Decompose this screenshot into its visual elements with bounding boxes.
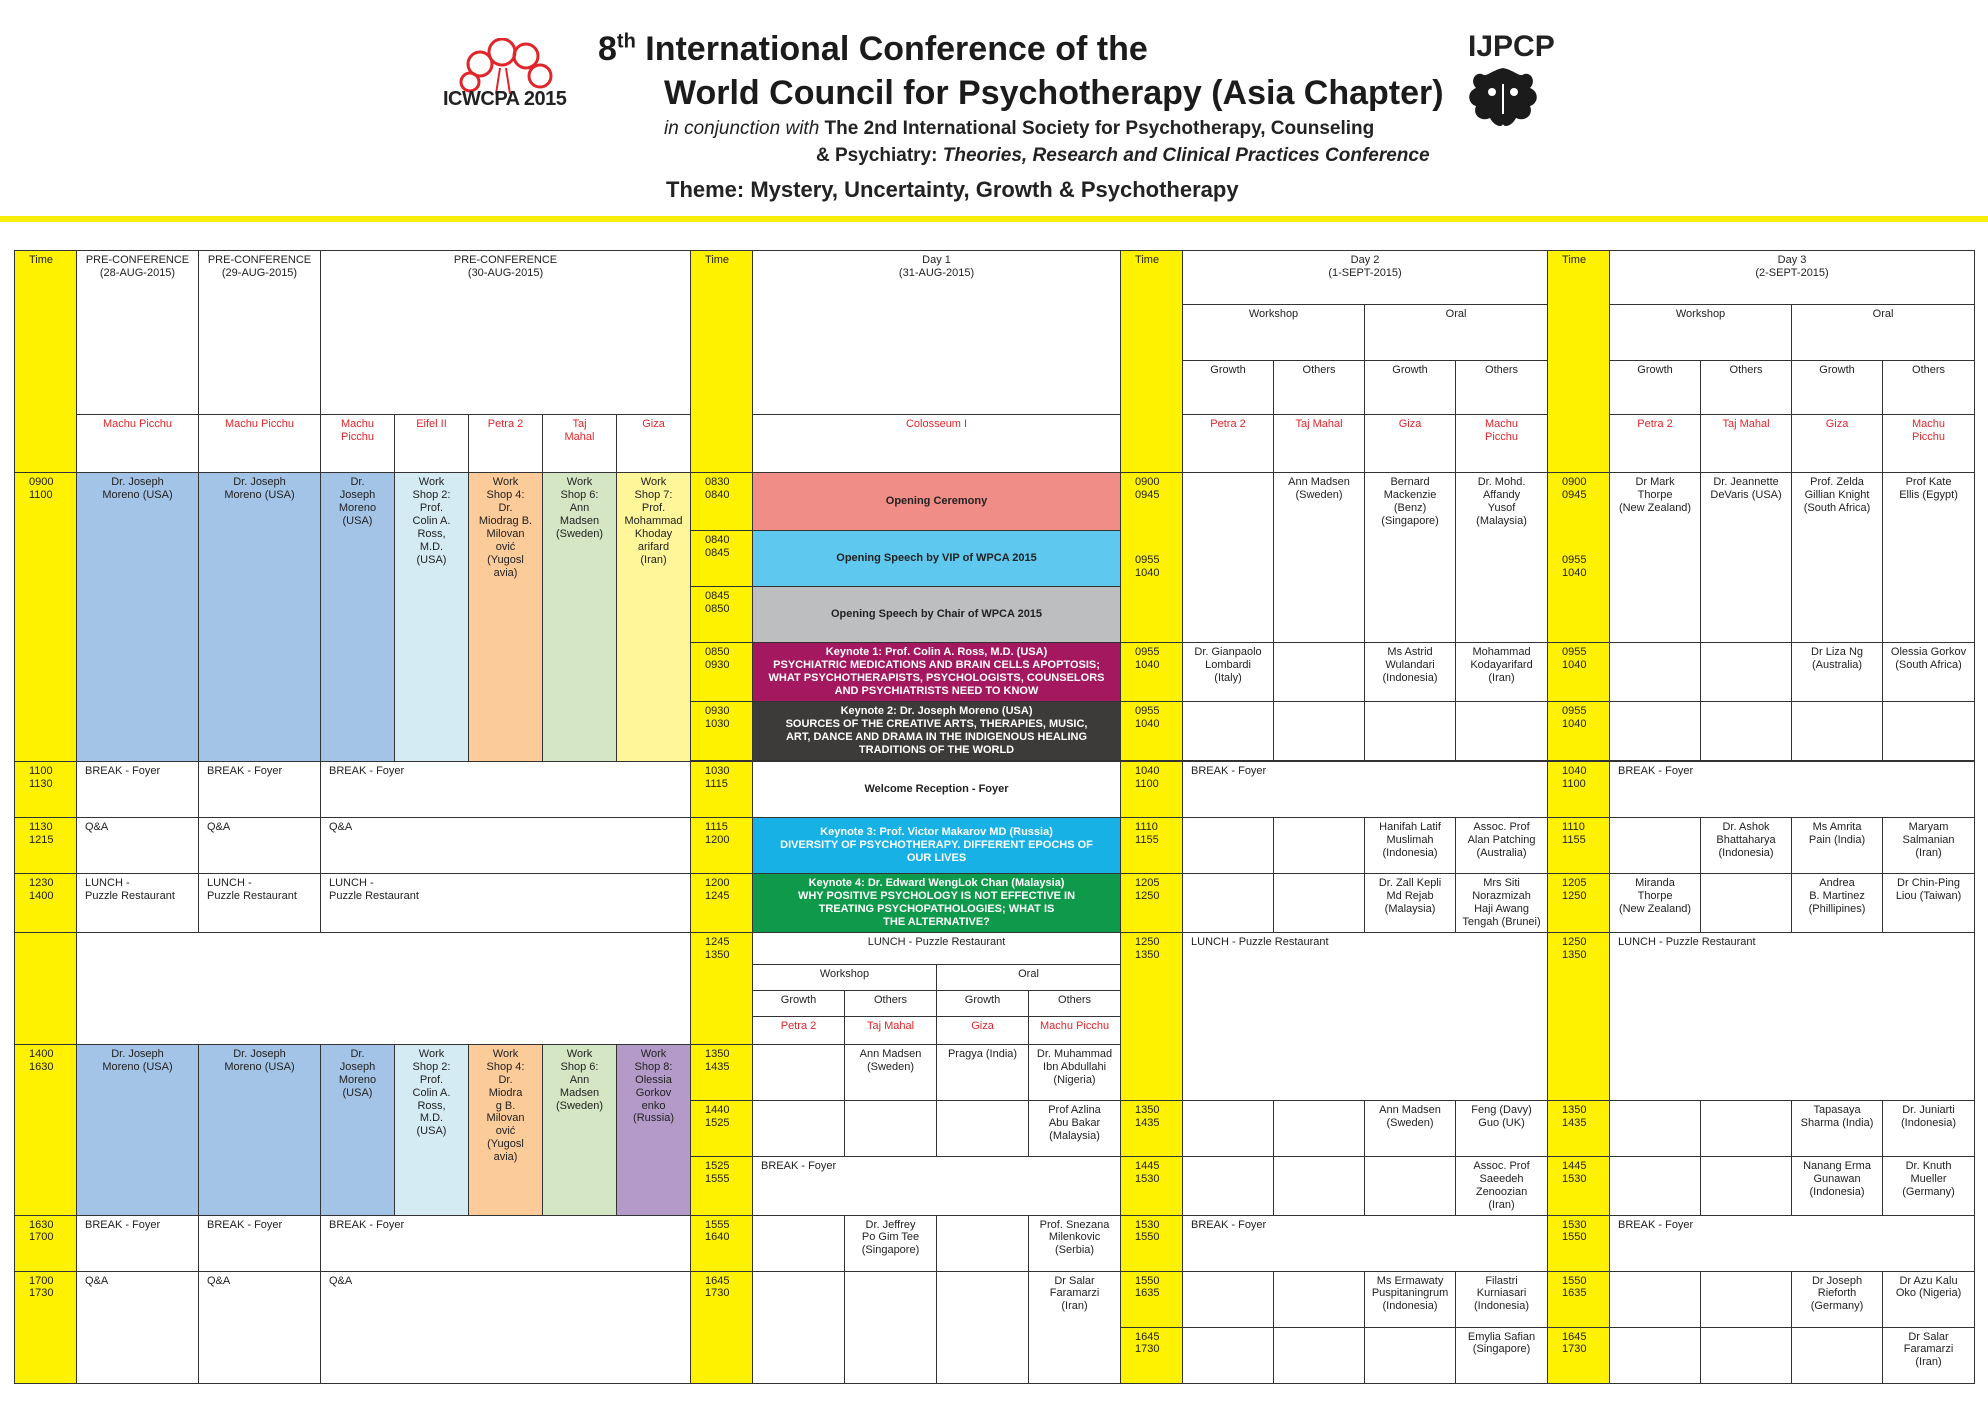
time-slot: 1645 1730 [1548, 1327, 1610, 1383]
pre-conference-29-aug-header: PRE-CONFERENCE (29-AUG-2015) [199, 251, 321, 415]
session-cell [1274, 701, 1365, 760]
ijpcp-inkblot-logo-icon [1462, 64, 1544, 130]
session-cell: Ann Madsen (Sweden) [845, 1044, 937, 1100]
room-label: Machu Picchu [77, 415, 199, 473]
room-label: Giza [1365, 415, 1456, 473]
time-slot: 0900 0945 0955 1040 [1548, 473, 1610, 643]
break-cell: BREAK - Foyer [77, 1215, 199, 1271]
time-slot: 1250 1350 [1121, 932, 1183, 1100]
room-label: Giza [1792, 415, 1883, 473]
workshop-2-cell: Work Shop 2: Prof. Colin A. Ross, M.D. (USA) [395, 473, 469, 762]
session-cell: Andrea B. Martinez (Phillipines) [1792, 873, 1883, 932]
session-cell [1701, 1271, 1792, 1327]
lunch-cell: LUNCH - Puzzle Restaurant [1610, 932, 1975, 1100]
session-cell: Dr. Joseph Moreno (USA) [321, 473, 395, 762]
break-cell: BREAK - Foyer [1183, 1215, 1548, 1271]
keynote-3: Keynote 3: Prof. Victor Makarov MD (Russia) DIVERSITY OF PSYCHOTHERAPY. DIFFERENT EPOCHS OF OUR LIVES [753, 817, 1121, 873]
session-cell: Ann Madsen (Sweden) [1365, 1100, 1456, 1156]
session-cell: Dr. Joseph Moreno (USA) [77, 1044, 199, 1215]
qa-cell: Q&A [199, 817, 321, 873]
break-cell: BREAK - Foyer [1610, 1215, 1975, 1271]
session-cell [1183, 1271, 1274, 1327]
schedule-table [14, 250, 1975, 1384]
time-slot: 1445 1530 [1121, 1156, 1183, 1215]
session-cell [1456, 701, 1548, 760]
break-cell: BREAK - Foyer [321, 761, 691, 817]
session-cell: Dr Joseph Rieforth (Germany) [1792, 1271, 1883, 1327]
session-cell [753, 1271, 845, 1383]
session-cell: Prof. Zelda Gillian Knight (South Africa) [1792, 473, 1883, 643]
workshop-2-cell: Work Shop 2: Prof. Colin A. Ross, M.D. (USA) [395, 1044, 469, 1215]
room-label: Colosseum I [753, 415, 1121, 473]
lunch-cell: LUNCH - Puzzle Restaurant [1183, 932, 1548, 1100]
time-slot: 1110 1155 [1548, 817, 1610, 873]
lunch-cell: LUNCH - Puzzle Restaurant [321, 873, 691, 932]
session-cell [1183, 701, 1274, 760]
session-cell [1183, 473, 1274, 643]
break-cell: BREAK - Foyer [753, 1156, 1121, 1215]
qa-cell: Q&A [77, 1271, 199, 1383]
day2-oral-growth: Growth [1365, 361, 1456, 415]
session-cell: Dr Azu Kalu Oko (Nigeria) [1883, 1271, 1975, 1327]
time-slot: 1040 1100 [1121, 761, 1183, 817]
session-cell [1183, 1327, 1274, 1383]
room-label: Machu Picchu [321, 415, 395, 473]
opening-speech-vip: Opening Speech by VIP of WPCA 2015 [753, 531, 1121, 587]
break-cell: BREAK - Foyer [321, 1215, 691, 1271]
session-cell: Assoc. Prof Alan Patching (Australia) [1456, 817, 1548, 873]
session-cell [1274, 1271, 1365, 1327]
day2-workshop-header: Workshop [1183, 305, 1365, 361]
session-cell [1274, 817, 1365, 873]
session-cell [753, 1100, 845, 1156]
session-cell [1183, 1156, 1274, 1215]
break-cell: BREAK - Foyer [199, 761, 321, 817]
session-cell [1701, 1100, 1792, 1156]
day1-oral-others: Others [1029, 990, 1121, 1016]
time-slot: 0955 1040 [1121, 701, 1183, 760]
session-cell [1274, 1156, 1365, 1215]
day2-oral-others: Others [1456, 361, 1548, 415]
conjunction-line2: & Psychiatry: Theories, Research and Clinical Practices Conference [816, 145, 1430, 166]
session-cell [1701, 643, 1792, 702]
session-cell [937, 1271, 1029, 1383]
time-slot: 1350 1435 [1548, 1100, 1610, 1156]
session-cell [1701, 701, 1792, 760]
time-header: Time [1548, 251, 1610, 473]
ijpcp-logo-text: IJPCP [1468, 30, 1555, 63]
session-cell: Dr. Joseph Moreno (USA) [199, 1044, 321, 1215]
day2-header: Day 2 (1-SEPT-2015) [1183, 251, 1548, 305]
workshop-8-cell: Work Shop 8: Olessia Gorkov enko (Russia) [617, 1044, 691, 1215]
qa-cell: Q&A [199, 1271, 321, 1383]
session-cell: Maryam Salmanian (Iran) [1883, 817, 1975, 873]
time-slot: 0955 1040 [1548, 701, 1610, 760]
room-label: Giza [617, 415, 691, 473]
time-slot: 0830 0840 [691, 473, 753, 531]
time-slot: 1400 1630 [15, 1044, 77, 1215]
session-cell [1701, 1156, 1792, 1215]
session-cell [1701, 1327, 1792, 1383]
room-label: Machu Picchu [1029, 1016, 1121, 1044]
session-cell [1183, 1100, 1274, 1156]
time-header: Time [1121, 251, 1183, 473]
time-slot: 1700 1730 [15, 1271, 77, 1383]
pre-conference-28-aug-header: PRE-CONFERENCE (28-AUG-2015) [77, 251, 199, 415]
time-slot: 1230 1400 [15, 873, 77, 932]
day3-workshop-others: Others [1701, 361, 1792, 415]
time-slot: 1525 1555 [691, 1156, 753, 1215]
time-slot: 1115 1200 [691, 817, 753, 873]
opening-speech-chair: Opening Speech by Chair of WPCA 2015 [753, 587, 1121, 643]
session-cell: Dr. Joseph Moreno (USA) [77, 473, 199, 762]
workshop-4-cell: Work Shop 4: Dr. Miodrag B. Milovan ović (Yugosl avia) [469, 473, 543, 762]
session-cell: Dr. Jeffrey Po Gim Tee (Singapore) [845, 1215, 937, 1271]
session-cell [1792, 1327, 1883, 1383]
day1-workshop-growth: Growth [753, 990, 845, 1016]
session-cell [937, 1215, 1029, 1271]
session-cell: Hanifah Latif Muslimah (Indonesia) [1365, 817, 1456, 873]
session-cell [1610, 1100, 1701, 1156]
session-cell: Emylia Safian (Singapore) [1456, 1327, 1548, 1383]
room-label: Petra 2 [469, 415, 543, 473]
time-slot: 1205 1250 [1548, 873, 1610, 932]
time-slot: 1440 1525 [691, 1100, 753, 1156]
session-cell [1365, 1327, 1456, 1383]
break-cell: BREAK - Foyer [199, 1215, 321, 1271]
pre-conference-30-aug-header: PRE-CONFERENCE (30-AUG-2015) [321, 251, 691, 415]
time-slot: 0845 0850 [691, 587, 753, 643]
time-slot: 1130 1215 [15, 817, 77, 873]
session-cell [1883, 701, 1975, 760]
session-cell: Mohammad Kodayarifard (Iran) [1456, 643, 1548, 702]
time-slot: 1550 1635 [1121, 1271, 1183, 1327]
session-cell [753, 1215, 845, 1271]
session-cell: Dr Mark Thorpe (New Zealand) [1610, 473, 1701, 643]
time-slot: 1530 1550 [1121, 1215, 1183, 1271]
session-cell: Ms Amrita Pain (India) [1792, 817, 1883, 873]
day2-workshop-others: Others [1274, 361, 1365, 415]
session-cell: Nanang Erma Gunawan (Indonesia) [1792, 1156, 1883, 1215]
welcome-reception: Welcome Reception - Foyer [753, 761, 1121, 817]
session-cell: Dr. Zall Kepli Md Rejab (Malaysia) [1365, 873, 1456, 932]
room-label: Petra 2 [753, 1016, 845, 1044]
session-cell [1610, 643, 1701, 702]
room-label: Eifel II [395, 415, 469, 473]
session-cell [1610, 1271, 1701, 1327]
day1-oral-growth: Growth [937, 990, 1029, 1016]
conjunction-line1: in conjunction with The 2nd International Society for Psychotherapy, Counseling [664, 118, 1375, 139]
session-cell [1183, 817, 1274, 873]
time-slot: 0900 1100 [15, 473, 77, 762]
workshop-6-cell: Work Shop 6: Ann Madsen (Sweden) [543, 1044, 617, 1215]
time-slot: 1110 1155 [1121, 817, 1183, 873]
session-cell: Pragya (India) [937, 1044, 1029, 1100]
session-cell: Dr. Mohd. Affandy Yusof (Malaysia) [1456, 473, 1548, 643]
day3-oral-header: Oral [1792, 305, 1975, 361]
workshop-7-cell: Work Shop 7: Prof. Mohammad Khoday arifard (Iran) [617, 473, 691, 762]
conference-title-line2: World Council for Psychotherapy (Asia Chapter) [664, 74, 1444, 112]
time-slot: 1645 1730 [1121, 1327, 1183, 1383]
room-label: Giza [937, 1016, 1029, 1044]
session-cell: Miranda Thorpe (New Zealand) [1610, 873, 1701, 932]
opening-ceremony: Opening Ceremony [753, 473, 1121, 531]
day3-workshop-growth: Growth [1610, 361, 1701, 415]
session-cell [1792, 701, 1883, 760]
time-slot: 0850 0930 [691, 643, 753, 702]
time-slot: 1445 1530 [1548, 1156, 1610, 1215]
time-slot: 0840 0845 [691, 531, 753, 587]
conference-title-line1: 8th International Conference of the [598, 30, 1148, 68]
session-cell [845, 1100, 937, 1156]
session-cell [845, 1271, 937, 1383]
header-divider [0, 216, 1988, 222]
session-cell: Dr. Knuth Mueller (Germany) [1883, 1156, 1975, 1215]
session-cell: Prof Kate Ellis (Egypt) [1883, 473, 1975, 643]
room-label: Taj Mahal [845, 1016, 937, 1044]
time-slot: 0900 0945 0955 1040 [1121, 473, 1183, 643]
session-cell: Dr. Ashok Bhattaharya (Indonesia) [1701, 817, 1792, 873]
session-cell: Feng (Davy) Guo (UK) [1456, 1100, 1548, 1156]
keynote-4: Keynote 4: Dr. Edward WengLok Chan (Malaysia) WHY POSITIVE PSYCHOLOGY IS NOT EFFECTIVE IN TREATING PSYCHOPATHOLOGIES; WHAT IS THE ALTERNATIVE? [753, 873, 1121, 932]
workshop-4-cell: Work Shop 4: Dr. Miodra g B. Milovan ović (Yugosl avia) [469, 1044, 543, 1215]
break-cell: BREAK - Foyer [1610, 761, 1975, 817]
time-slot: 1040 1100 [1548, 761, 1610, 817]
conference-theme: Theme: Mystery, Uncertainty, Growth & Psychotherapy [666, 177, 1239, 202]
lunch-cell: LUNCH - Puzzle Restaurant [199, 873, 321, 932]
time-slot: 1250 1350 [1548, 932, 1610, 1100]
session-cell [1274, 873, 1365, 932]
qa-cell: Q&A [77, 817, 199, 873]
session-cell: Bernard Mackenzie (Benz) (Singapore) [1365, 473, 1456, 643]
room-label: Machu Picchu [199, 415, 321, 473]
session-cell: Mrs Siti Norazmizah Haji Awang Tengah (Brunei) [1456, 873, 1548, 932]
session-cell: Dr. Juniarti (Indonesia) [1883, 1100, 1975, 1156]
time-slot: 1100 1130 [15, 761, 77, 817]
break-cell: BREAK - Foyer [1183, 761, 1548, 817]
time-slot: 1030 1115 [691, 761, 753, 817]
day3-workshop-header: Workshop [1610, 305, 1792, 361]
room-label: Taj Mahal [1274, 415, 1365, 473]
session-cell: Dr Salar Faramarzi (Iran) [1029, 1271, 1121, 1383]
room-label: Petra 2 [1183, 415, 1274, 473]
day3-header: Day 3 (2-SEPT-2015) [1610, 251, 1975, 305]
day3-oral-others: Others [1883, 361, 1975, 415]
lunch-cell: LUNCH - Puzzle Restaurant [753, 932, 1121, 964]
time-slot: 1630 1700 [15, 1215, 77, 1271]
workshop-6-cell: Work Shop 6: Ann Madsen (Sweden) [543, 473, 617, 762]
day2-oral-header: Oral [1365, 305, 1548, 361]
session-cell: Ms Astrid Wulandari (Indonesia) [1365, 643, 1456, 702]
day3-oral-growth: Growth [1792, 361, 1883, 415]
day1-workshop-header: Workshop [753, 964, 937, 990]
session-cell: Prof. Snezana Milenkovic (Serbia) [1029, 1215, 1121, 1271]
time-header: Time [691, 251, 753, 473]
room-label: Petra 2 [1610, 415, 1701, 473]
keynote-2: Keynote 2: Dr. Joseph Moreno (USA) SOURCES OF THE CREATIVE ARTS, THERAPIES, MUSIC, ART, DANCE AND DRAMA IN THE INDIGENOUS HEALING TRADITIONS OF THE WORLD [753, 701, 1121, 760]
day1-header: Day 1 (31-AUG-2015) [753, 251, 1121, 415]
session-cell: Dr Liza Ng (Australia) [1792, 643, 1883, 702]
time-slot: 1205 1250 [1121, 873, 1183, 932]
room-label: Taj Mahal [1701, 415, 1792, 473]
session-cell [1274, 1100, 1365, 1156]
session-cell: Dr. Joseph Moreno (USA) [321, 1044, 395, 1215]
session-cell [1365, 701, 1456, 760]
time-slot: 1530 1550 [1548, 1215, 1610, 1271]
session-cell [1610, 1327, 1701, 1383]
session-cell: Assoc. Prof Saeedeh Zenoozian (Iran) [1456, 1156, 1548, 1215]
session-cell: Dr Salar Faramarzi (Iran) [1883, 1327, 1975, 1383]
time-slot: 1245 1350 [691, 932, 753, 1044]
qa-cell: Q&A [321, 1271, 691, 1383]
session-cell: Ms Ermawaty Puspitaningrum (Indonesia) [1365, 1271, 1456, 1327]
session-cell: Ann Madsen (Sweden) [1274, 473, 1365, 643]
session-cell: Dr. Joseph Moreno (USA) [199, 473, 321, 762]
header [0, 0, 1988, 220]
room-label: Machu Picchu [1883, 415, 1975, 473]
session-cell [753, 1044, 845, 1100]
time-slot: 1350 1435 [1121, 1100, 1183, 1156]
icwcpa-logo-text: ICWCPA 2015 [443, 88, 567, 110]
time-slot: 0930 1030 [691, 701, 753, 760]
room-label: Machu Picchu [1456, 415, 1548, 473]
session-cell: Dr Chin-Ping Liou (Taiwan) [1883, 873, 1975, 932]
session-cell: Olessia Gorkov (South Africa) [1883, 643, 1975, 702]
time-header: Time [15, 251, 77, 473]
room-label: Taj Mahal [543, 415, 617, 473]
session-cell: Dr. Gianpaolo Lombardi (Italy) [1183, 643, 1274, 702]
session-cell: Dr. Jeannette DeVaris (USA) [1701, 473, 1792, 643]
break-cell: BREAK - Foyer [77, 761, 199, 817]
session-cell [1610, 1156, 1701, 1215]
session-cell [1610, 817, 1701, 873]
session-cell: Tapasaya Sharma (India) [1792, 1100, 1883, 1156]
time-slot: 0955 1040 [1548, 643, 1610, 702]
session-cell [1365, 1156, 1456, 1215]
session-cell [1274, 643, 1365, 702]
empty-cell [77, 932, 691, 1044]
time-slot: 1350 1435 [691, 1044, 753, 1100]
day1-oral-header: Oral [937, 964, 1121, 990]
session-cell: Prof Azlina Abu Bakar (Malaysia) [1029, 1100, 1121, 1156]
session-cell: Filastri Kurniasari (Indonesia) [1456, 1271, 1548, 1327]
time-slot: 0955 1040 [1121, 643, 1183, 702]
keynote-1: Keynote 1: Prof. Colin A. Ross, M.D. (USA) PSYCHIATRIC MEDICATIONS AND BRAIN CELLS APOPTOSIS; WHAT PSYCHOTHERAPISTS, PSYCHOLOGISTS, COUNSELORS AND PSYCHIATRISTS NEED TO KNOW [753, 643, 1121, 702]
qa-cell: Q&A [321, 817, 691, 873]
time-slot: 1550 1635 [1548, 1271, 1610, 1327]
time-slot: 1200 1245 [691, 873, 753, 932]
session-cell [1183, 873, 1274, 932]
time-slot [15, 932, 77, 1044]
lunch-cell: LUNCH - Puzzle Restaurant [77, 873, 199, 932]
day2-workshop-growth: Growth [1183, 361, 1274, 415]
session-cell [1274, 1327, 1365, 1383]
time-slot: 1645 1730 [691, 1271, 753, 1383]
session-cell [1701, 873, 1792, 932]
session-cell [937, 1100, 1029, 1156]
day1-workshop-others: Others [845, 990, 937, 1016]
session-cell: Dr. Muhammad Ibn Abdullahi (Nigeria) [1029, 1044, 1121, 1100]
time-slot: 1555 1640 [691, 1215, 753, 1271]
session-cell [1610, 701, 1701, 760]
